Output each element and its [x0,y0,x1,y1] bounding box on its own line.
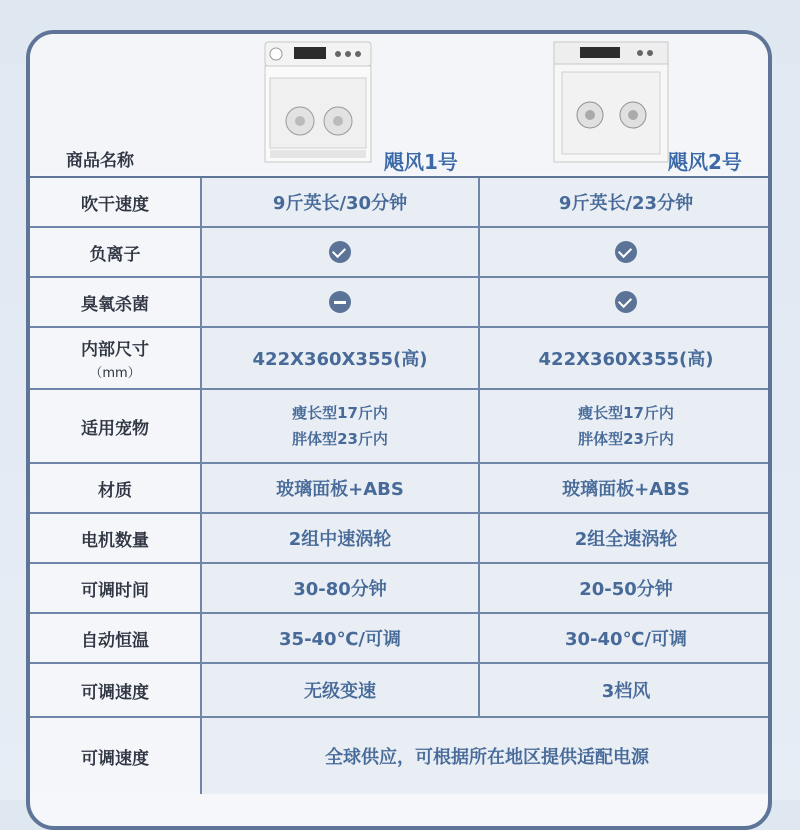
product-image-1 [260,38,390,168]
value-product-1 [202,390,480,462]
row-label: 可调速度 [30,664,202,716]
value-merged: 全球供应，可根据所在地区提供适配电源 [202,718,772,794]
product-name-1: 飓风1号 [384,150,458,174]
value-line: 胖体型23斤内 [292,430,388,448]
row-label: 适用宠物 [30,390,202,462]
check-circle-icon [615,241,637,263]
row-label: 自动恒温 [30,614,202,662]
row-label: 吹干速度 [30,178,202,226]
table-row-thermostat [30,614,772,664]
value-product-1: 9斤英长/30分钟 [202,178,480,226]
value-product-2: 2组全速涡轮 [480,514,772,562]
header-label: 商品名称 [66,151,134,171]
product-image-2 [550,38,680,168]
row-label: 可调时间 [30,564,202,612]
table-row-power-supply [30,718,772,794]
table-row-speed [30,664,772,718]
value-product-2 [480,278,772,326]
spec-table [30,176,772,794]
row-label-text: 内部尺寸 [81,340,149,360]
value-product-2: 30-40℃/可调 [480,614,772,662]
table-row-motors [30,514,772,564]
row-sublabel: （mm） [89,366,141,381]
value-line: 胖体型23斤内 [578,430,674,448]
value-product-1 [202,228,480,276]
minus-circle-icon [329,291,351,313]
row-label: 电机数量 [30,514,202,562]
table-row-drying-speed [30,178,772,228]
value-product-1 [202,278,480,326]
value-product-2: 20-50分钟 [480,564,772,612]
value-line: 瘦长型17斤内 [578,404,674,422]
row-label: 臭氧杀菌 [30,278,202,326]
table-row-adjustable-time [30,564,772,614]
value-product-2: 玻璃面板+ABS [480,464,772,512]
value-product-2: 3档风 [480,664,772,716]
row-label: 材质 [30,464,202,512]
table-row-material [30,464,772,514]
value-product-2: 9斤英长/23分钟 [480,178,772,226]
check-circle-icon [615,291,637,313]
table-row-ozone [30,278,772,328]
header [30,34,768,174]
table-row-negative-ion [30,228,772,278]
product-name-2: 飓风2号 [668,150,742,174]
value-product-2 [480,228,772,276]
value-product-1: 35-40℃/可调 [202,614,480,662]
table-row-inner-size [30,328,772,390]
table-row-suitable-pets [30,390,772,464]
check-circle-icon [329,241,351,263]
value-line: 瘦长型17斤内 [292,404,388,422]
value-product-1: 30-80分钟 [202,564,480,612]
row-label: 负离子 [30,228,202,276]
value-product-2: 422X360X355(高) [480,328,772,388]
value-product-1: 2组中速涡轮 [202,514,480,562]
row-label: 可调速度 [30,718,202,794]
comparison-frame [26,30,772,830]
value-product-1: 无级变速 [202,664,480,716]
value-product-1: 422X360X355(高) [202,328,480,388]
row-label [30,328,202,388]
value-product-1: 玻璃面板+ABS [202,464,480,512]
value-product-2 [480,390,772,462]
